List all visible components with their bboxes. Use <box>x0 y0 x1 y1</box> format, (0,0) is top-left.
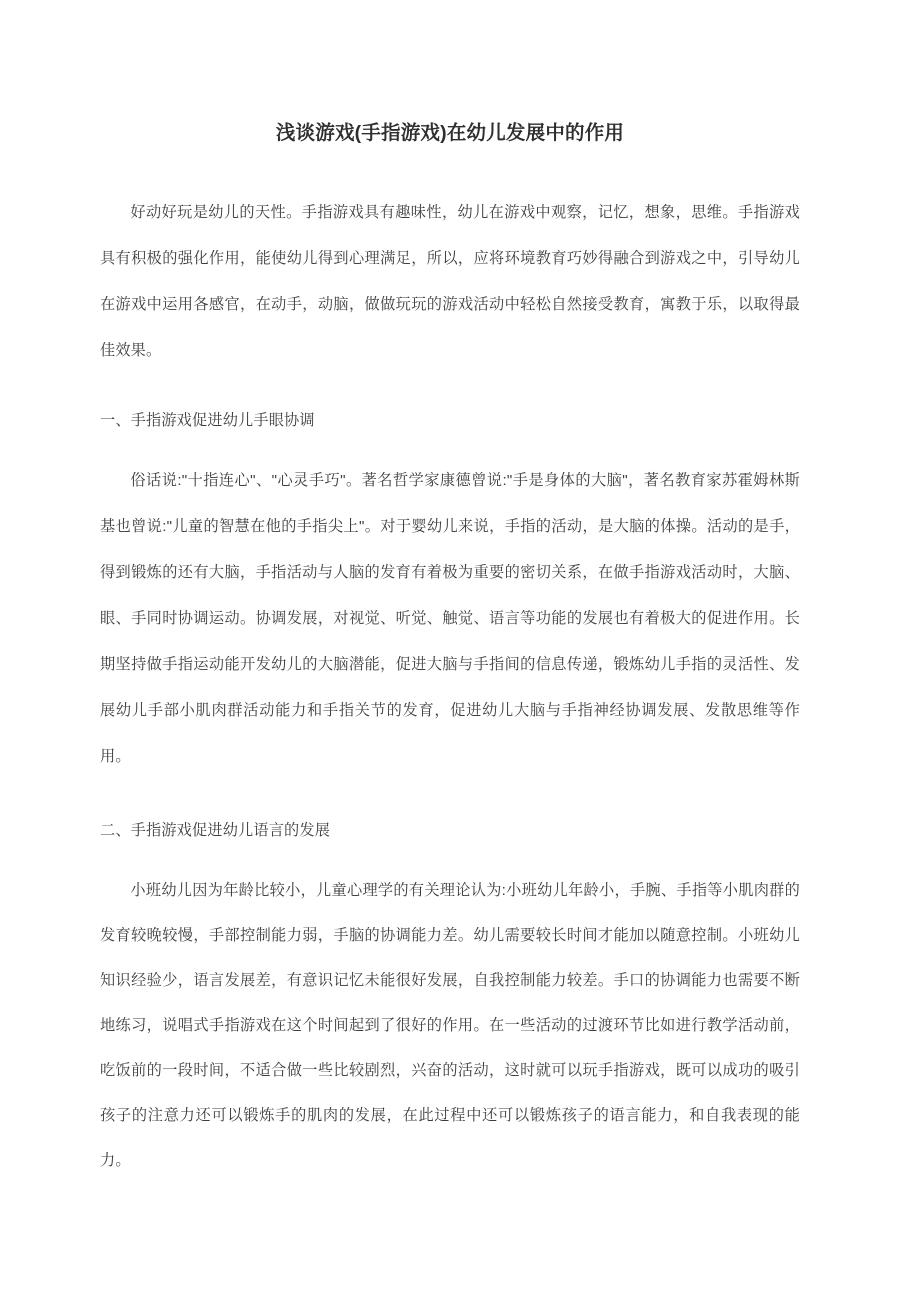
section-2-body-block <box>100 868 800 1183</box>
section-heading-2: 二、手指游戏促进幼儿语言的发展 <box>100 822 331 839</box>
document-body <box>100 0 800 1183</box>
section-paragraph-2: 小班幼儿因为年龄比较小，儿童心理学的有关理论认为:小班幼儿年龄小，手腕、手指等小肌肉群的发育较晚较慢，手部控制能力弱，手脑的协调能力差。幼儿需要较长时间才能加以随意控制。小班幼儿知识经验少，语言发展差，有意识记忆未能很好发展，自我控制能力较差。手口的协调能力也需要不断地练习，说唱式手指游戏在这个时间起到了很好的作用。在一些活动的过渡环节比如进行教学活动前，吃饭前的一段时间，不适合做一些比较剧烈，兴奋的活动，这时就可以玩手指游戏，既可以成功的吸引孩子的注意力还可以锻炼手的肌肉的发展，在此过程中还可以锻炼孩子的语言能力，和自我表现的能力。 <box>100 882 800 1169</box>
section-2-heading-block <box>100 808 800 854</box>
section-heading-1: 一、手指游戏促进幼儿手眼协调 <box>100 412 315 429</box>
intro-block <box>100 190 800 374</box>
intro-paragraph: 好动好玩是幼儿的天性。手指游戏具有趣味性，幼儿在游戏中观察，记忆，想象，思维。手指游戏具有积极的强化作用，能使幼儿得到心理满足，所以，应将环境教育巧妙得融合到游戏之中，引导幼儿在游戏中运用各感官，在动手，动脑，做做玩玩的游戏活动中轻松自然接受教育，寓教于乐，以取得最佳效果。 <box>100 204 800 359</box>
section-1-heading-block <box>100 398 800 444</box>
page-title: 浅谈游戏(手指游戏)在幼儿发展中的作用 <box>275 122 625 144</box>
section-1-body-block <box>100 458 800 780</box>
section-paragraph-1: 俗话说:"十指连心"、"心灵手巧"。著名哲学家康德曾说:"手是身体的大脑"，著名教育家苏霍姆林斯基也曾说:"儿童的智慧在他的手指尖上"。对于婴幼儿来说，手指的活动，是大脑的体操。活动的是手，得到锻炼的还有大脑，手指活动与人脑的发育有着极为重要的密切关系，在做手指游戏活动时，大脑、眼、手同时协调运动。协调发展，对视觉、听觉、触觉、语言等功能的发展也有着极大的促进作用。长期坚持做手指运动能开发幼儿的大脑潜能，促进大脑与手指间的信息传递，锻炼幼儿手指的灵活性、发展幼儿手部小肌肉群活动能力和手指关节的发育，促进幼儿大脑与手指神经协调发展、发散思维等作用。 <box>100 472 800 765</box>
